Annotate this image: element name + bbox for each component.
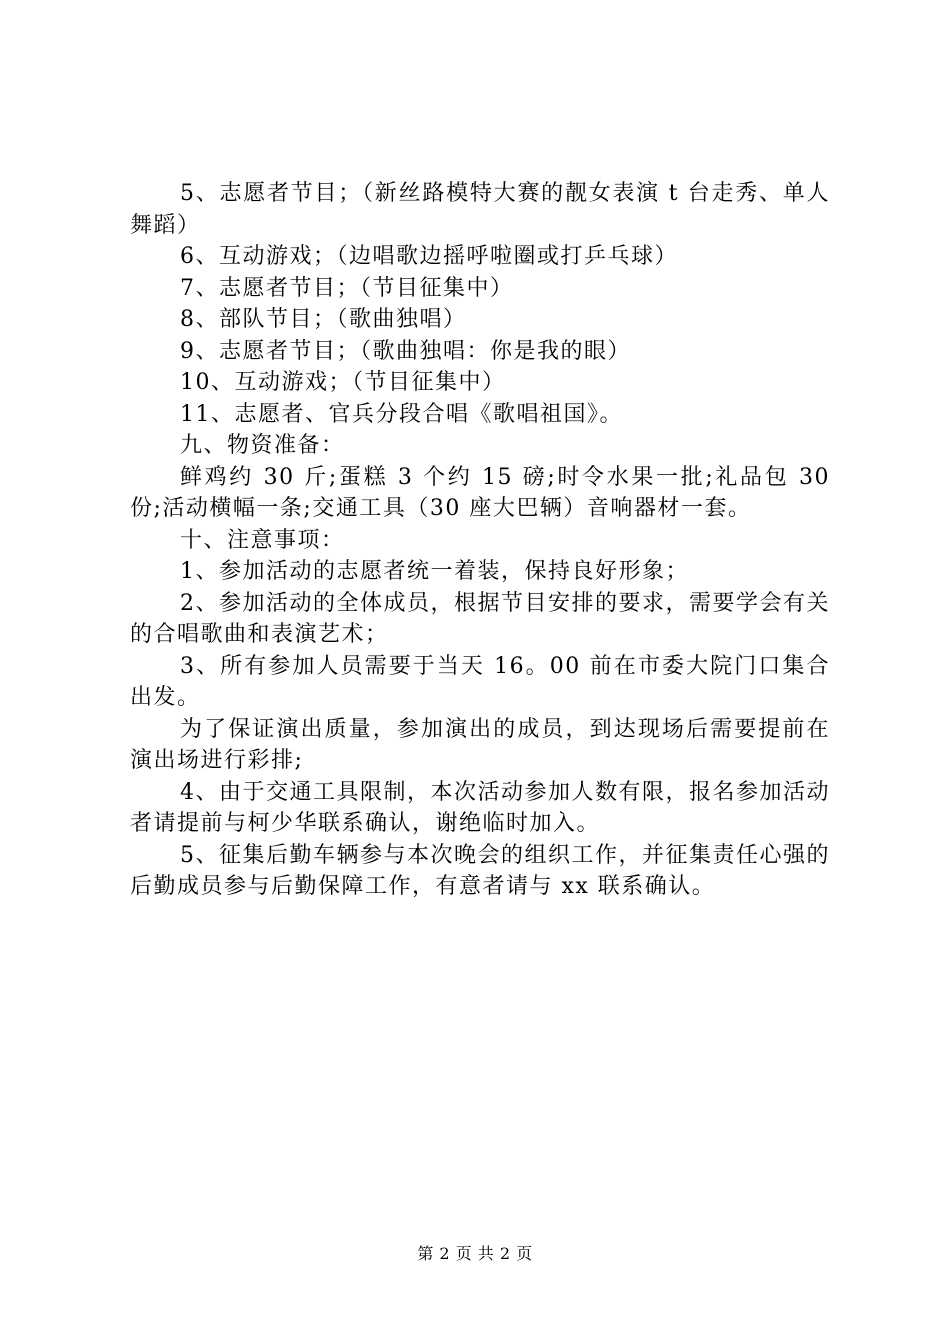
paragraph-note-1: 1、参加活动的志愿者统一着装，保持良好形象；	[180, 559, 689, 584]
document-body	[130, 178, 830, 903]
paragraph-item-5: 5、志愿者节目；（新丝路模特大赛的靓女表演 t 台走秀、单人舞蹈）	[130, 181, 830, 238]
paragraph-item-8: 8、部队节目；（歌曲独唱）	[180, 307, 467, 332]
section-heading-notes: 十、注意事项：	[180, 527, 345, 553]
page-footer: 第 2 页 共 2 页	[417, 1244, 533, 1263]
paragraph-note-5: 5、征集后勤车辆参与本次晚会的组织工作，并征集责任心强的后勤成员参与后勤保障工作，有意者请与 xx 联系确认。	[130, 842, 830, 899]
paragraph-note-2: 2、参加活动的全体成员，根据节目安排的要求，需要学会有关的合唱歌曲和表演艺术；	[130, 590, 830, 647]
paragraph-materials-list: 鲜鸡约 30 斤;蛋糕 3 个约 15 磅;时令水果一批;礼品包 30 份;活动横幅一条;交通工具（30 座大巴辆）音响器材一套。	[130, 464, 830, 521]
paragraph-rehearsal: 为了保证演出质量，参加演出的成员，到达现场后需要提前在演出场进行彩排;	[130, 716, 830, 773]
paragraph-item-7: 7、志愿者节目；（节目征集中）	[180, 275, 514, 301]
paragraph-item-11: 11、志愿者、官兵分段合唱《歌唱祖国》。	[180, 401, 623, 427]
paragraph-note-4: 4、由于交通工具限制，本次活动参加人数有限，报名参加活动者请提前与柯少华联系确认，谢绝临时加入。	[130, 779, 830, 836]
section-heading-materials: 九、物资准备：	[180, 433, 345, 458]
paragraph-item-6: 6、互动游戏；（边唱歌边摇呼啦圈或打乒乓球）	[180, 244, 678, 269]
paragraph-item-9: 9、志愿者节目；（歌曲独唱：你是我的眼）	[180, 338, 631, 364]
paragraph-item-10: 10、互动游戏；（节目征集中）	[180, 370, 506, 395]
paragraph-note-3: 3、所有参加人员需要于当天 16。00 前在市委大院门口集合出发。	[130, 653, 830, 710]
